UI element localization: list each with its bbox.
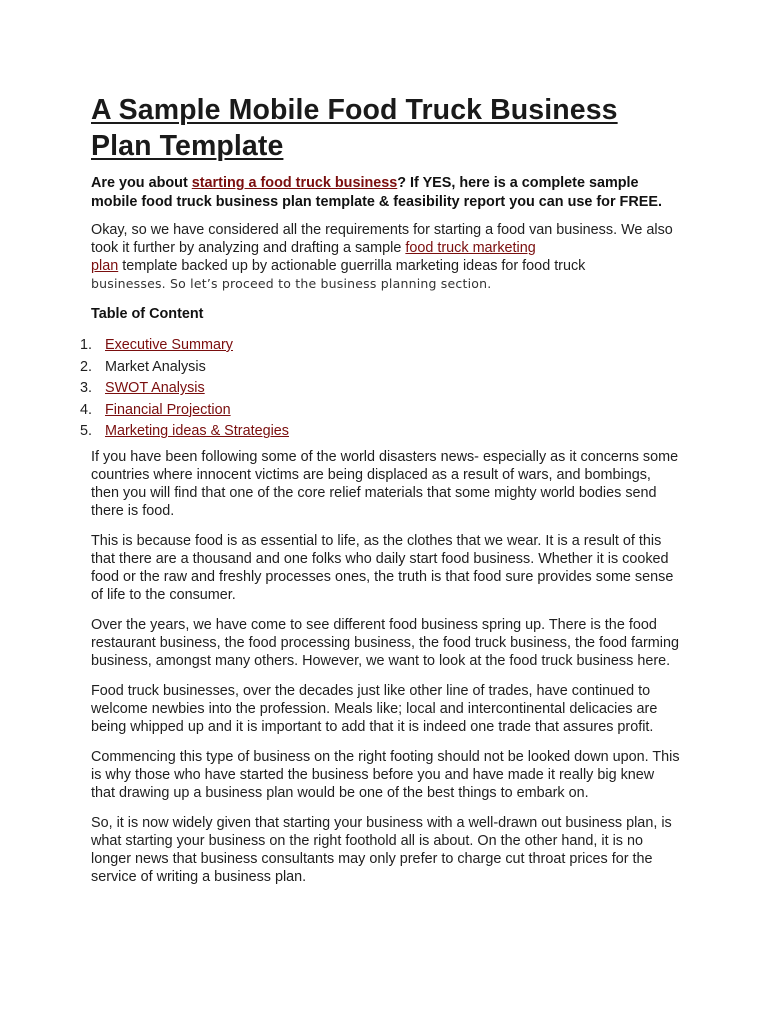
- table-of-contents: [80, 335, 681, 443]
- intro-prefix: Are you about: [91, 175, 192, 191]
- intro-paragraph: [91, 174, 681, 211]
- toc-link-financial-projection[interactable]: Financial Projection: [105, 401, 231, 418]
- toc-number: 2.: [80, 358, 93, 375]
- toc-label-market-analysis: Market Analysis: [105, 358, 206, 375]
- body-paragraph: Commencing this type of business on the right footing should not be looked down upon. This is why those who have started the business before you and have made it really big knew that drawing up a business plan would be one of the best things to embark on.: [91, 748, 680, 801]
- toc-link-swot-analysis[interactable]: SWOT Analysis: [105, 380, 205, 397]
- toc-link-marketing-ideas[interactable]: Marketing ideas & Strategies: [105, 423, 289, 440]
- okay-paragraph: [91, 221, 681, 293]
- starting-food-truck-link[interactable]: starting a food truck business: [191, 175, 398, 191]
- toc-number: 1.: [80, 337, 93, 353]
- food-truck-marketing-plan-link[interactable]: plan: [91, 258, 119, 274]
- toc-title: Table of Content: [91, 306, 204, 322]
- intro-suffix: ? If YES, here is a complete sample mobile food truck business plan template & feasibility report you can use for FREE.: [91, 175, 662, 210]
- body-paragraph: So, it is now widely given that starting your business with a well-drawn out business plan, is what starting your business on the right foothold all is about. On the other hand, it is no longer news that business consultants may only prefer to charge cut throat prices for the service of writing a business plan.: [91, 814, 672, 885]
- article: [80, 92, 681, 886]
- toc-item-executive-summary: [80, 335, 681, 357]
- page-title: A Sample Mobile Food Truck Business Plan Template: [91, 94, 618, 162]
- toc-item-marketing-ideas: [80, 421, 681, 443]
- okay-text-3: businesses. So let’s proceed to the business planning section.: [91, 276, 492, 291]
- toc-item-market-analysis: [80, 357, 681, 379]
- body-paragraph: This is because food is as essential to life, as the clothes that we wear. It is a result of this that there are a thousand and one folks who daily start food business. Whether it is cooked food or the raw and freshly processes ones, the truth is that food sure provides some sense of life to the consumer.: [91, 532, 674, 603]
- toc-number: 4.: [80, 401, 93, 418]
- okay-text-1: Okay, so we have considered all the requirements for starting a food van business. We also took it further by analyzing and drafting a sample: [91, 222, 673, 256]
- toc-number: 5.: [80, 423, 93, 440]
- body-paragraph: If you have been following some of the world disasters news- especially as it concerns some countries where innocent victims are being displaced as a result of wars, and bombings, then you will find that one of the core relief materials that some mighty world bodies send there is food.: [91, 448, 679, 519]
- food-truck-marketing-link[interactable]: food truck marketing: [405, 240, 536, 256]
- toc-number: 3.: [80, 380, 93, 397]
- okay-text-2: template backed up by actionable guerrilla marketing ideas for food truck: [118, 258, 586, 274]
- body-paragraph: Food truck businesses, over the decades just like other line of trades, have continued to welcome newbies into the profession. Meals like; local and intercontinental delicacies are being whipped up and it is important to add that it is indeed one trade that assures profit.: [91, 682, 658, 735]
- toc-item-financial-projection: [80, 400, 681, 422]
- body-paragraph: Over the years, we have come to see different food business spring up. There is the food restaurant business, the food processing business, the food truck business, the food farming business, amongst many others. However, we want to look at the food truck business here.: [91, 616, 679, 669]
- toc-link-executive-summary[interactable]: Executive Summary: [105, 337, 233, 353]
- toc-item-swot-analysis: [80, 378, 681, 400]
